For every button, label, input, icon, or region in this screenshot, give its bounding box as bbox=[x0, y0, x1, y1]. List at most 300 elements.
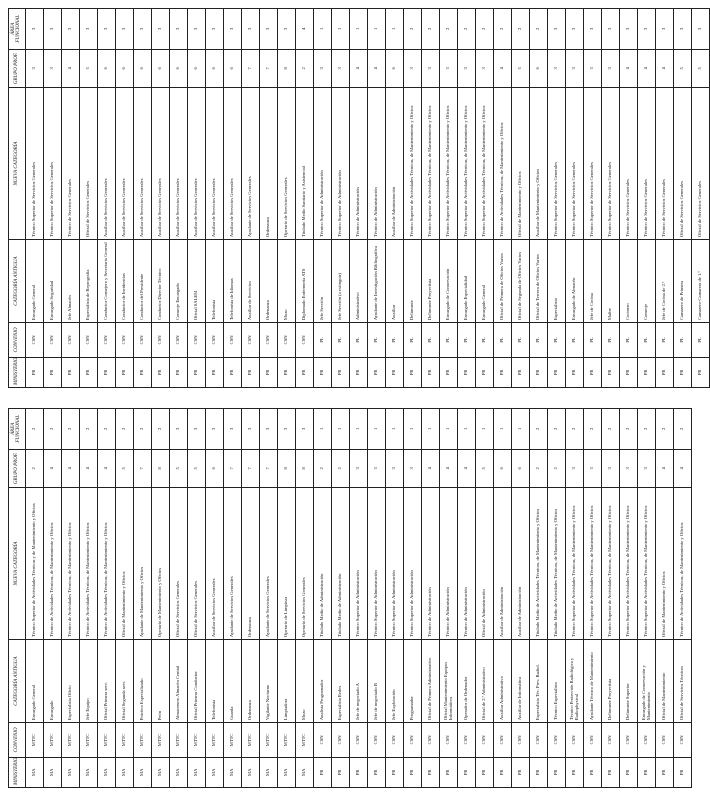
cell-categoria-antigua: Ordenanza bbox=[242, 640, 260, 723]
cell-nueva-categoria: Técnico de Administración bbox=[458, 488, 476, 640]
cell-categoria-antigua: Vigilante Nocturno bbox=[260, 640, 278, 723]
table-row bbox=[386, 9, 404, 388]
cell-nueva-categoria: Auxiliar de Servicios Generales bbox=[98, 88, 116, 240]
cell-grupo-prof: 7 bbox=[242, 449, 260, 488]
cell-area-funcional: 2 bbox=[134, 409, 152, 450]
cell-grupo-prof: 6 bbox=[386, 49, 404, 88]
table-row bbox=[350, 409, 368, 788]
cell-convenio: MTTC bbox=[62, 723, 80, 757]
cell-convenio: CSN bbox=[44, 323, 62, 357]
table-row bbox=[26, 9, 44, 388]
cell-grupo-prof: 3 bbox=[584, 49, 602, 88]
cell-convenio: PL bbox=[404, 323, 422, 357]
table-row bbox=[422, 9, 440, 388]
cell-convenio: CSN bbox=[494, 723, 512, 757]
cell-nueva-categoria: Operario de Servicios Generales bbox=[296, 488, 314, 640]
cell-ministerio: MA bbox=[296, 757, 314, 787]
cell-convenio: PL bbox=[602, 323, 620, 357]
cell-nueva-categoria: Auxiliar de Servicios Generales bbox=[188, 88, 206, 240]
header-categoria-antigua: CATEGORÍA ANTIGUA bbox=[9, 640, 26, 723]
cell-convenio: MTTC bbox=[296, 723, 314, 757]
cell-nueva-categoria: Oficial de Servicios Generales bbox=[674, 88, 692, 240]
cell-convenio: CSN bbox=[170, 323, 188, 357]
cell-ministerio: PR bbox=[530, 357, 548, 387]
category-table-right bbox=[8, 8, 710, 388]
cell-nueva-categoria: Técnico de Actividades Técnicas, de Mantenimiento y Oficios bbox=[674, 488, 692, 640]
cell-grupo-prof: 2 bbox=[296, 49, 314, 88]
cell-nueva-categoria: Técnico de Actividades Técnicas, de Mantenimiento y Oficios bbox=[44, 488, 62, 640]
cell-categoria-antigua: Conductor de Incidencias bbox=[116, 240, 134, 323]
cell-area-funcional: 3 bbox=[188, 9, 206, 50]
cell-ministerio: MA bbox=[62, 757, 80, 787]
cell-categoria-antigua: Camarero de Primera bbox=[674, 240, 692, 323]
table-row bbox=[476, 9, 494, 388]
table-row bbox=[278, 9, 296, 388]
cell-grupo-prof: 3 bbox=[332, 49, 350, 88]
cell-nueva-categoria: Ayudante de Servicios Generales bbox=[260, 488, 278, 640]
cell-nueva-categoria: Técnico Superior de Servicios Generales bbox=[602, 88, 620, 240]
cell-grupo-prof: 3 bbox=[386, 449, 404, 488]
cell-nueva-categoria: Oficial de Servicios Generales bbox=[692, 88, 710, 240]
cell-area-funcional: 1 bbox=[494, 409, 512, 450]
cell-categoria-antigua: Oficial de 2.ª Administrativo bbox=[476, 640, 494, 723]
cell-convenio: CSN bbox=[116, 323, 134, 357]
cell-grupo-prof: 4 bbox=[350, 49, 368, 88]
table-row bbox=[26, 409, 44, 788]
cell-ministerio: MA bbox=[242, 757, 260, 787]
cell-convenio: CSN bbox=[260, 323, 278, 357]
cell-convenio: CSN bbox=[566, 723, 584, 757]
cell-nueva-categoria: Técnico Superior de Servicios Generales bbox=[548, 88, 566, 240]
cell-nueva-categoria: Auxiliar de Servicios Generales bbox=[134, 88, 152, 240]
cell-convenio: MTTC bbox=[98, 723, 116, 757]
cell-grupo-prof: 3 bbox=[440, 49, 458, 88]
header-grupo-prof: GRUPO PROF. bbox=[9, 49, 26, 88]
cell-ministerio: MA bbox=[152, 757, 170, 787]
cell-area-funcional: 3 bbox=[62, 9, 80, 50]
cell-nueva-categoria: Técnico Superior de Actividades Técnicas y de Mantenimiento y Oficios bbox=[26, 488, 44, 640]
table-row bbox=[62, 9, 80, 388]
table-row bbox=[152, 409, 170, 788]
cell-ministerio: PR bbox=[26, 357, 44, 387]
table-row bbox=[548, 9, 566, 388]
cell-area-funcional: 1 bbox=[422, 409, 440, 450]
cell-categoria-antigua: Jefe Almacén bbox=[62, 240, 80, 323]
table-row bbox=[638, 409, 656, 788]
cell-ministerio: PR bbox=[656, 357, 674, 387]
cell-convenio: CSN bbox=[656, 723, 674, 757]
cell-area-funcional: 3 bbox=[242, 409, 260, 450]
cell-categoria-antigua: Oficial Mantenimiento Equipos Informáticos bbox=[440, 640, 458, 723]
cell-convenio: CSN bbox=[638, 723, 656, 757]
cell-categoria-antigua: Auxiliar bbox=[386, 240, 404, 323]
cell-convenio: PL bbox=[494, 323, 512, 357]
cell-convenio: CSN bbox=[476, 723, 494, 757]
cell-convenio: MTTC bbox=[242, 723, 260, 757]
cell-grupo-prof: 3 bbox=[566, 449, 584, 488]
cell-ministerio: PR bbox=[548, 357, 566, 387]
cell-area-funcional: 3 bbox=[206, 409, 224, 450]
cell-area-funcional: 2 bbox=[584, 409, 602, 450]
cell-ministerio: PR bbox=[44, 357, 62, 387]
cell-grupo-prof: 6 bbox=[188, 49, 206, 88]
table-row bbox=[404, 409, 422, 788]
cell-convenio: CSN bbox=[584, 723, 602, 757]
table-row bbox=[314, 9, 332, 388]
cell-area-funcional: 2 bbox=[674, 409, 692, 450]
cell-ministerio: PR bbox=[638, 357, 656, 387]
cell-categoria-antigua: Jefe de Cocina de 2.ª bbox=[656, 240, 674, 323]
table-row bbox=[170, 409, 188, 788]
cell-ministerio: PR bbox=[224, 357, 242, 387]
cell-convenio: PL bbox=[422, 323, 440, 357]
cell-area-funcional: 3 bbox=[638, 9, 656, 50]
cell-area-funcional: 1 bbox=[332, 409, 350, 450]
cell-area-funcional: 2 bbox=[566, 409, 584, 450]
cell-area-funcional: 1 bbox=[386, 9, 404, 50]
cell-area-funcional: 3 bbox=[602, 9, 620, 50]
cell-ministerio: MA bbox=[260, 757, 278, 787]
cell-ministerio: PR bbox=[98, 357, 116, 387]
cell-convenio: CSN bbox=[548, 723, 566, 757]
header-area-funcional: ÁREA FUNCIONAL bbox=[9, 409, 26, 450]
table-row bbox=[242, 9, 260, 388]
cell-area-funcional: 3 bbox=[278, 409, 296, 450]
cell-ministerio: PR bbox=[548, 757, 566, 787]
cell-grupo-prof: 5 bbox=[170, 449, 188, 488]
cell-area-funcional: 4 bbox=[296, 9, 314, 50]
cell-area-funcional: 3 bbox=[80, 9, 98, 50]
cell-nueva-categoria: Técnico Superior de Actividades Técnicas, de Mantenimiento y Oficios bbox=[440, 88, 458, 240]
header-row bbox=[9, 409, 26, 788]
cell-grupo-prof: 4 bbox=[62, 49, 80, 88]
cell-grupo-prof: 7 bbox=[134, 449, 152, 488]
cell-area-funcional: 3 bbox=[296, 409, 314, 450]
table-row bbox=[620, 9, 638, 388]
cell-categoria-antigua: Oficial Segunda serv. bbox=[116, 640, 134, 723]
cell-categoria-antigua: Oficial de Servicios Técnicos bbox=[674, 640, 692, 723]
table-row bbox=[332, 409, 350, 788]
cell-convenio: PL bbox=[512, 323, 530, 357]
cell-ministerio: PR bbox=[80, 357, 98, 387]
cell-nueva-categoria: Técnico de Actividades Técnicas, de Mantenimiento y Oficios bbox=[80, 488, 98, 640]
cell-grupo-prof: 3 bbox=[26, 49, 44, 88]
cell-categoria-antigua: Auxiliar de Servicios bbox=[242, 240, 260, 323]
cell-nueva-categoria: Técnico Superior de Actividades Técnicas, de Mantenimiento y Oficios bbox=[638, 488, 656, 640]
cell-categoria-antigua: Limpiadora bbox=[278, 640, 296, 723]
cell-nueva-categoria: Ayudante de Servicios Generales bbox=[224, 488, 242, 640]
cell-nueva-categoria: Técnico Superior de Administración bbox=[386, 488, 404, 640]
cell-ministerio: PR bbox=[152, 357, 170, 387]
table-row bbox=[584, 9, 602, 388]
cell-ministerio: PR bbox=[170, 357, 188, 387]
cell-ministerio: PR bbox=[476, 357, 494, 387]
cell-categoria-antigua: Oficial de Tercera de Oficios Varios bbox=[530, 240, 548, 323]
cell-ministerio: PR bbox=[512, 757, 530, 787]
cell-grupo-prof: 4 bbox=[656, 49, 674, 88]
cell-categoria-antigua: Encargado Seguridad bbox=[44, 240, 62, 323]
cell-categoria-antigua: Conserje Encargado bbox=[170, 240, 188, 323]
table-row bbox=[674, 9, 692, 388]
cell-ministerio: PR bbox=[278, 357, 296, 387]
cell-grupo-prof: 8 bbox=[152, 449, 170, 488]
cell-convenio: CSN bbox=[134, 323, 152, 357]
cell-categoria-antigua: Conductor Director Técnico bbox=[152, 240, 170, 323]
table-row bbox=[80, 9, 98, 388]
cell-categoria-antigua: Auxiliar Administrativo bbox=[494, 640, 512, 723]
cell-area-funcional: 3 bbox=[152, 9, 170, 50]
cell-grupo-prof: 4 bbox=[62, 449, 80, 488]
header-ministerio: MINISTERIO bbox=[9, 757, 26, 787]
table-body-right bbox=[26, 9, 710, 388]
cell-grupo-prof: 2 bbox=[332, 449, 350, 488]
cell-nueva-categoria: Auxiliar de Servicios Generales bbox=[116, 88, 134, 240]
cell-nueva-categoria: Técnico Superior de Actividades Técnicas, de Mantenimiento y Oficios bbox=[584, 488, 602, 640]
cell-categoria-antigua: Oficial de Primera de Oficios Varios bbox=[494, 240, 512, 323]
cell-categoria-antigua: Oficial Primera serv. bbox=[98, 640, 116, 723]
cell-grupo-prof: 3 bbox=[584, 449, 602, 488]
table-row bbox=[260, 409, 278, 788]
cell-ministerio: PR bbox=[368, 757, 386, 787]
cell-categoria-antigua: Ayudante de Investigación Bibliográfica bbox=[368, 240, 386, 323]
cell-nueva-categoria: Auxiliar de Servicios Generales bbox=[170, 88, 188, 240]
cell-nueva-categoria: Ayudante de Servicios Generales bbox=[242, 88, 260, 240]
cell-nueva-categoria: Oficial de Mantenimiento y Oficios bbox=[656, 488, 674, 640]
cell-ministerio: PR bbox=[350, 357, 368, 387]
table-row bbox=[404, 9, 422, 388]
cell-convenio: PL bbox=[674, 323, 692, 357]
cell-grupo-prof: 3 bbox=[602, 49, 620, 88]
table-row bbox=[44, 409, 62, 788]
cell-area-funcional: 1 bbox=[404, 409, 422, 450]
cell-area-funcional: 2 bbox=[404, 9, 422, 50]
cell-convenio: CSN bbox=[242, 323, 260, 357]
cell-area-funcional: 2 bbox=[476, 9, 494, 50]
cell-ministerio: PR bbox=[476, 757, 494, 787]
cell-ministerio: PR bbox=[566, 757, 584, 787]
cell-grupo-prof: 4 bbox=[44, 449, 62, 488]
cell-area-funcional: 1 bbox=[332, 9, 350, 50]
cell-categoria-antigua: Operador de Ordenador bbox=[458, 640, 476, 723]
cell-categoria-antigua: Jefe de negociado B bbox=[368, 640, 386, 723]
cell-convenio: CSN bbox=[674, 723, 692, 757]
cell-categoria-antigua: Encargado General bbox=[26, 640, 44, 723]
cell-grupo-prof: 4 bbox=[80, 449, 98, 488]
cell-convenio: CSN bbox=[296, 323, 314, 357]
cell-convenio: PL bbox=[314, 323, 332, 357]
cell-nueva-categoria: Auxiliar de Mantenimiento y Oficios bbox=[530, 88, 548, 240]
cell-categoria-antigua: Especialista Redes bbox=[332, 640, 350, 723]
cell-categoria-antigua: Jefe de negociado A bbox=[350, 640, 368, 723]
table-row bbox=[530, 409, 548, 788]
cell-categoria-antigua: Jefe Sección bbox=[314, 240, 332, 323]
cell-grupo-prof: 4 bbox=[368, 49, 386, 88]
cell-ministerio: MA bbox=[98, 757, 116, 787]
cell-grupo-prof: 4 bbox=[620, 49, 638, 88]
cell-grupo-prof: 5 bbox=[188, 449, 206, 488]
cell-categoria-antigua: Jefe Equipo bbox=[80, 640, 98, 723]
cell-grupo-prof: 6 bbox=[134, 49, 152, 88]
cell-convenio: CSN bbox=[278, 323, 296, 357]
cell-nueva-categoria: Titulado Medio Sanitario y Asistencial bbox=[296, 88, 314, 240]
cell-ministerio: PR bbox=[404, 357, 422, 387]
cell-nueva-categoria: Auxiliar de Servicios Generales bbox=[224, 88, 242, 240]
cell-nueva-categoria: Oficial de Mantenimiento y Oficios bbox=[116, 488, 134, 640]
cell-nueva-categoria: Técnico Superior de Servicios Generales bbox=[44, 88, 62, 240]
cell-convenio: MTTC bbox=[278, 723, 296, 757]
cell-convenio: PL bbox=[638, 323, 656, 357]
cell-categoria-antigua: Práctico Especializado bbox=[134, 640, 152, 723]
cell-grupo-prof: 5 bbox=[80, 49, 98, 88]
table-row bbox=[674, 409, 692, 788]
cell-nueva-categoria: Oficial de Servicios Generales bbox=[170, 488, 188, 640]
cell-convenio: CSN bbox=[440, 723, 458, 757]
cell-nueva-categoria: Auxiliar de Administración bbox=[386, 88, 404, 240]
table-row bbox=[116, 409, 134, 788]
cell-nueva-categoria: Técnico Superior de Administración bbox=[368, 488, 386, 640]
cell-ministerio: PR bbox=[314, 757, 332, 787]
cell-nueva-categoria: Técnico Superior de Actividades Técnicas, de Mantenimiento y Oficios bbox=[566, 488, 584, 640]
cell-grupo-prof: 5 bbox=[116, 449, 134, 488]
cell-nueva-categoria: Auxiliar de Administración bbox=[494, 488, 512, 640]
cell-area-funcional: 1 bbox=[350, 409, 368, 450]
cell-nueva-categoria: Operario de Servicios Generales bbox=[278, 88, 296, 240]
cell-categoria-antigua: Encargado Especialidad bbox=[458, 240, 476, 323]
cell-ministerio: PR bbox=[674, 757, 692, 787]
cell-grupo-prof: 6 bbox=[206, 49, 224, 88]
table-row bbox=[386, 409, 404, 788]
cell-nueva-categoria: Oficial de Servicios Generales bbox=[188, 488, 206, 640]
cell-convenio: CSN bbox=[422, 723, 440, 757]
cell-categoria-antigua: Administrativo bbox=[350, 240, 368, 323]
cell-ministerio: PR bbox=[116, 357, 134, 387]
cell-convenio: PL bbox=[584, 323, 602, 357]
cell-convenio: MTTC bbox=[80, 723, 98, 757]
table-row bbox=[44, 9, 62, 388]
cell-area-funcional: 2 bbox=[620, 409, 638, 450]
cell-grupo-prof: 2 bbox=[548, 449, 566, 488]
cell-nueva-categoria: Técnico Superior de Servicios Generales bbox=[26, 88, 44, 240]
cell-categoria-antigua: Delineante Proyectista bbox=[422, 240, 440, 323]
cell-ministerio: PR bbox=[62, 357, 80, 387]
cell-grupo-prof: 6 bbox=[170, 49, 188, 88]
header-nueva-categoria: NUEVA CATEGORÍA bbox=[9, 488, 26, 640]
cell-categoria-antigua: Encargado de Conservación bbox=[440, 240, 458, 323]
cell-categoria-antigua: Delineante Proyectista bbox=[602, 640, 620, 723]
cell-convenio: MTTC bbox=[260, 723, 278, 757]
cell-nueva-categoria: Técnico Superior de Actividades Técnicas, de Mantenimiento y Oficios bbox=[458, 88, 476, 240]
cell-convenio: PL bbox=[350, 323, 368, 357]
cell-ministerio: PR bbox=[134, 357, 152, 387]
cell-area-funcional: 2 bbox=[116, 409, 134, 450]
table-row bbox=[476, 409, 494, 788]
cell-convenio: PL bbox=[620, 323, 638, 357]
cell-area-funcional: 2 bbox=[638, 409, 656, 450]
cell-nueva-categoria: Técnico de Administración bbox=[422, 488, 440, 640]
cell-grupo-prof: 6 bbox=[152, 49, 170, 88]
cell-convenio: CSN bbox=[332, 723, 350, 757]
table-row bbox=[458, 9, 476, 388]
cell-area-funcional: 2 bbox=[98, 409, 116, 450]
cell-categoria-antigua: Conserje bbox=[638, 240, 656, 323]
table-row bbox=[206, 9, 224, 388]
cell-nueva-categoria: Operario de Limpieza bbox=[278, 488, 296, 640]
cell-categoria-antigua: Conductor del Presidente bbox=[134, 240, 152, 323]
cell-grupo-prof: 3 bbox=[548, 49, 566, 88]
cell-grupo-prof: 6 bbox=[512, 449, 530, 488]
cell-nueva-categoria: Técnico Superior de Servicios Generales bbox=[566, 88, 584, 240]
cell-categoria-antigua: Diplomado Enfermería ATS bbox=[296, 240, 314, 323]
cell-grupo-prof: 3 bbox=[422, 49, 440, 88]
header-categoria-antigua: CATEGORÍA ANTIGUA bbox=[9, 240, 26, 323]
table-row bbox=[206, 409, 224, 788]
table-row bbox=[134, 9, 152, 388]
cell-grupo-prof: 6 bbox=[530, 49, 548, 88]
cell-categoria-antigua: Oficial de Segunda de Oficios Varios bbox=[512, 240, 530, 323]
cell-categoria-antigua: Oficial de Primera Administrativo bbox=[422, 640, 440, 723]
cell-ministerio: PR bbox=[368, 357, 386, 387]
header-convenio: CONVENIO bbox=[9, 323, 26, 357]
cell-categoria-antigua: Conductor Consejero y Secretaria General bbox=[98, 240, 116, 323]
cell-grupo-prof: 4 bbox=[494, 49, 512, 88]
cell-grupo-prof: 7 bbox=[260, 49, 278, 88]
cell-grupo-prof: 3 bbox=[44, 49, 62, 88]
cell-categoria-antigua: Cocinero bbox=[620, 240, 638, 323]
cell-nueva-categoria: Titulado Medio de Actividades Técnicas, de Mantenimiento y Oficios bbox=[530, 488, 548, 640]
cell-grupo-prof: 6 bbox=[98, 49, 116, 88]
cell-area-funcional: 2 bbox=[602, 409, 620, 450]
cell-grupo-prof: 3 bbox=[566, 49, 584, 88]
cell-ministerio: PR bbox=[332, 357, 350, 387]
cell-area-funcional: 1 bbox=[440, 409, 458, 450]
table-row bbox=[512, 9, 530, 388]
table-row bbox=[620, 409, 638, 788]
cell-ministerio: PR bbox=[692, 357, 710, 387]
cell-nueva-categoria: Técnico de Administración bbox=[368, 88, 386, 240]
cell-area-funcional: 3 bbox=[260, 409, 278, 450]
cell-ministerio: PR bbox=[314, 357, 332, 387]
table-row bbox=[296, 409, 314, 788]
cell-convenio: CSN bbox=[98, 323, 116, 357]
cell-grupo-prof: 6 bbox=[206, 449, 224, 488]
cell-area-funcional: 2 bbox=[152, 409, 170, 450]
cell-categoria-antigua: Técnico Especialista bbox=[548, 640, 566, 723]
cell-ministerio: PR bbox=[422, 757, 440, 787]
cell-nueva-categoria: Ayudante de Mantenimiento y Oficios bbox=[134, 488, 152, 640]
cell-grupo-prof: 3 bbox=[602, 449, 620, 488]
header-row bbox=[9, 9, 26, 388]
cell-ministerio: PR bbox=[296, 357, 314, 387]
table-row bbox=[458, 409, 476, 788]
cell-convenio: CSN bbox=[206, 323, 224, 357]
table-row bbox=[188, 9, 206, 388]
cell-convenio: MTTC bbox=[224, 723, 242, 757]
cell-grupo-prof: 7 bbox=[224, 449, 242, 488]
cell-categoria-antigua: Jefe de Cocina bbox=[584, 240, 602, 323]
cell-nueva-categoria: Oficial de Administración bbox=[476, 488, 494, 640]
cell-nueva-categoria: Auxiliar de Servicios Generales bbox=[206, 488, 224, 640]
cell-categoria-antigua: Guarda bbox=[224, 640, 242, 723]
cell-categoria-antigua: Auxiliar de Informática bbox=[512, 640, 530, 723]
cell-grupo-prof: 2 bbox=[26, 449, 44, 488]
table-row bbox=[368, 409, 386, 788]
cell-area-funcional: 3 bbox=[206, 9, 224, 50]
table-row bbox=[692, 9, 710, 388]
cell-categoria-antigua: Programador bbox=[404, 640, 422, 723]
cell-categoria-antigua: Mozo bbox=[278, 240, 296, 323]
cell-area-funcional: 3 bbox=[98, 9, 116, 50]
cell-grupo-prof: 2 bbox=[314, 449, 332, 488]
